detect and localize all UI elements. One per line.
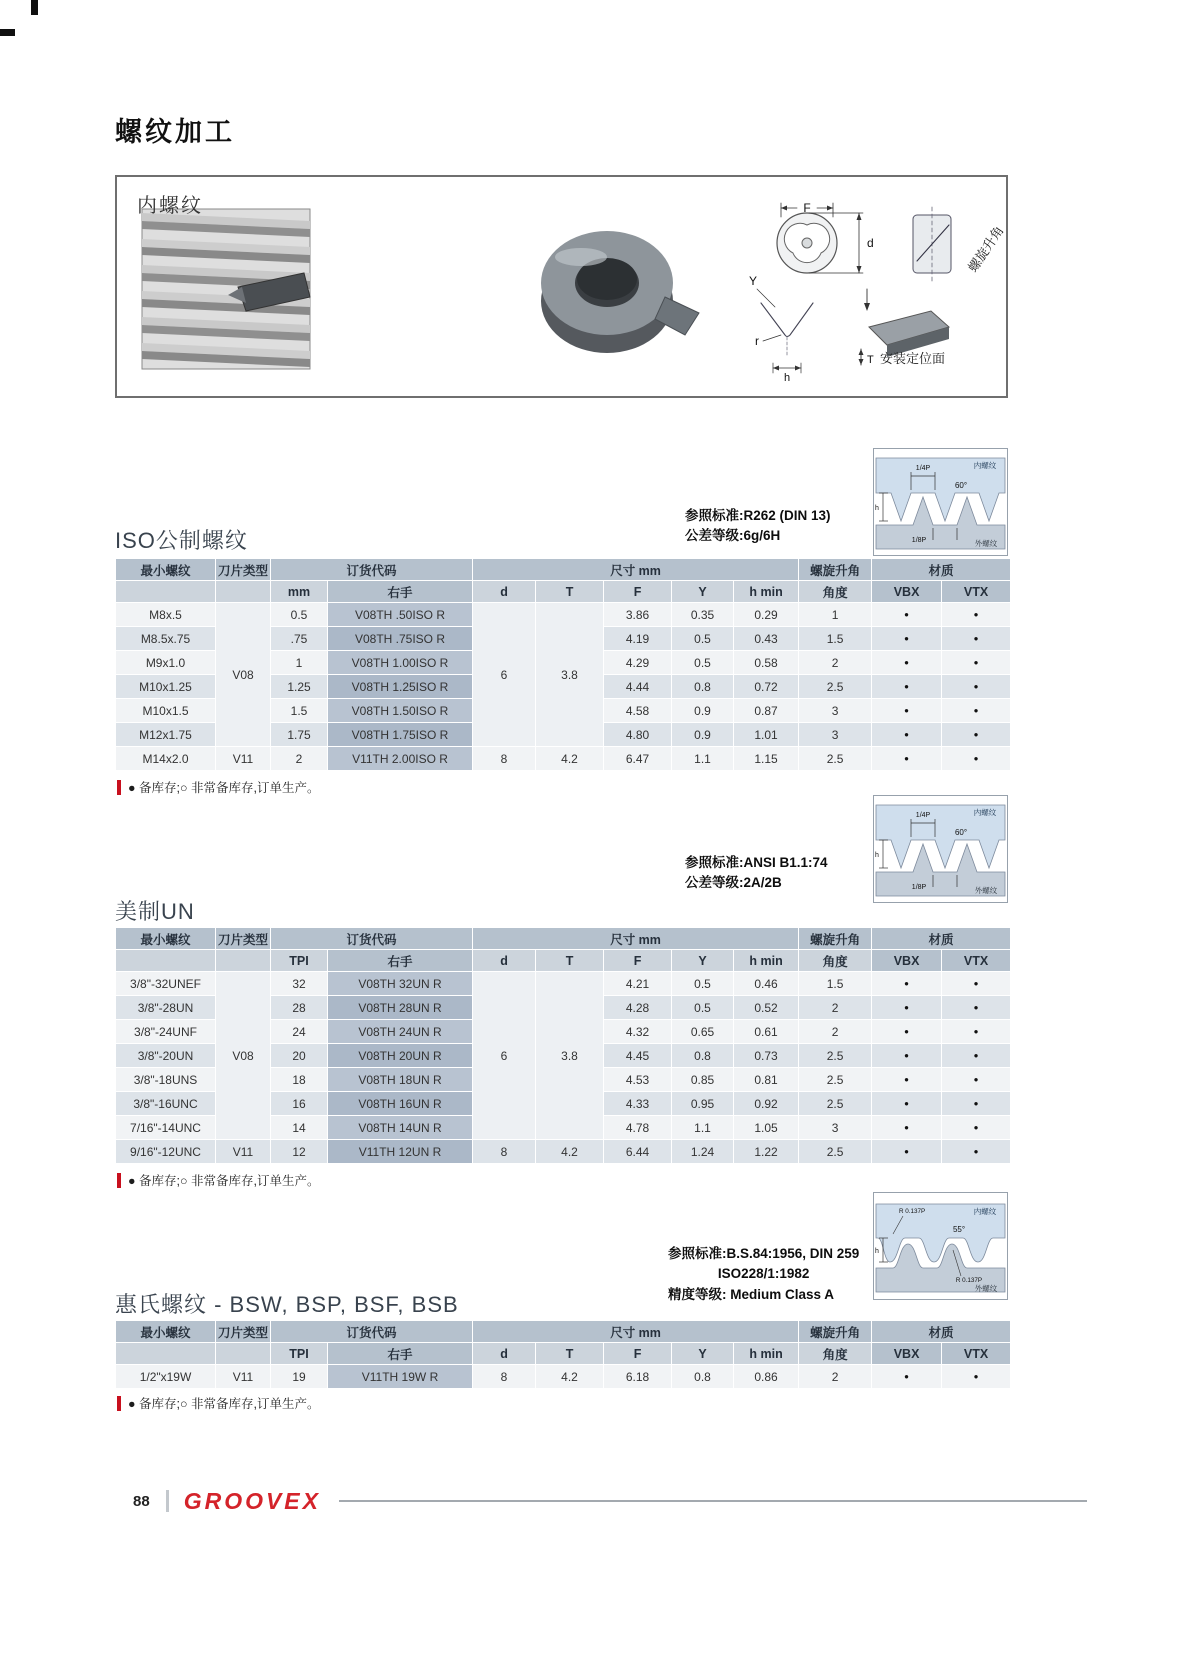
stock-legend [117, 1171, 320, 1189]
cell-vbx: ● [872, 1092, 942, 1116]
cell-F: 4.53 [604, 1068, 672, 1092]
cell-hmin: 0.58 [734, 651, 799, 675]
header-vbx: VBX [872, 1343, 942, 1365]
dim-Y-label: Y [749, 274, 758, 288]
cell-hmin: 0.29 [734, 603, 799, 627]
illustration-title: 内螺纹 [137, 195, 203, 217]
group-header-row [116, 559, 1011, 581]
cell-Y: 0.65 [672, 1020, 734, 1044]
header-Y: Y [672, 950, 734, 972]
cell-code: V08TH 1.75ISO R [328, 723, 473, 747]
cell-hmin: 1.05 [734, 1116, 799, 1140]
header-helix: 螺旋升角 [799, 1321, 872, 1343]
header-insert-type: 刀片类型 [216, 1321, 271, 1343]
cell-vbx: ● [872, 651, 942, 675]
cell-thread: M12x1.75 [116, 723, 216, 747]
red-bar-icon [117, 1396, 121, 1411]
cell-vtx: ● [942, 1020, 1011, 1044]
cell-vbx: ● [872, 627, 942, 651]
cell-vtx: ● [942, 627, 1011, 651]
cell-vbx: ● [872, 699, 942, 723]
header-blank [116, 581, 216, 603]
cell-code: V08TH 20UN R [328, 1044, 473, 1068]
cell-hmin: 0.61 [734, 1020, 799, 1044]
cell-code: V08TH 14UN R [328, 1116, 473, 1140]
cell-vtx: ● [942, 1092, 1011, 1116]
header-blank [216, 950, 271, 972]
sub-header-row [116, 950, 1011, 972]
thread-profile-diagram [873, 1192, 1008, 1300]
print-registration-mark [31, 0, 38, 15]
cell-Y: 0.95 [672, 1092, 734, 1116]
profile-h-label: h [875, 505, 879, 512]
cell-code: V08TH 18UN R [328, 1068, 473, 1092]
cell-angle: 1 [799, 603, 872, 627]
cell-thread: 3/8"-24UNF [116, 1020, 216, 1044]
cell-thread: M8x.5 [116, 603, 216, 627]
helix-angle-label: 螺旋升角 [965, 223, 1006, 275]
table-row [116, 747, 1011, 771]
header-order-code: 订货代码 [271, 1321, 473, 1343]
stock-legend-text: ● 备库存;○ 非常备库存,订单生产。 [128, 1397, 320, 1411]
profile-internal-label: 内螺纹 [973, 1207, 997, 1216]
cell-thread: M9x1.0 [116, 651, 216, 675]
cell-pitch: 2 [271, 747, 328, 771]
ref-tolerance-line: 公差等级:2A/2B [685, 875, 782, 891]
header-min-thread: 最小螺纹 [116, 559, 216, 581]
cell-T: 3.8 [536, 972, 604, 1140]
cell-angle: 1.5 [799, 627, 872, 651]
header-angle: 角度 [799, 581, 872, 603]
header-blank [216, 1343, 271, 1365]
cell-hmin: 0.86 [734, 1365, 799, 1389]
cell-Y: 1.1 [672, 747, 734, 771]
ref-standard-line: 参照标准:R262 (DIN 13) [685, 508, 831, 523]
cell-d: 6 [473, 972, 536, 1140]
ref-standard-line2: ISO228/1:1982 [717, 1266, 810, 1282]
cell-angle: 1.5 [799, 972, 872, 996]
cell-thread: 1/2"x19W [116, 1365, 216, 1389]
cell-pitch: 24 [271, 1020, 328, 1044]
cell-F: 4.45 [604, 1044, 672, 1068]
cell-vbx: ● [872, 675, 942, 699]
cell-code: V08TH 28UN R [328, 996, 473, 1020]
reference-standards [685, 506, 831, 547]
cell-thread: M10x1.5 [116, 699, 216, 723]
cell-pitch: .75 [271, 627, 328, 651]
profile-internal-label: 内螺纹 [973, 808, 997, 817]
cell-F: 4.58 [604, 699, 672, 723]
dim-d-label: d [867, 236, 874, 250]
cell-vbx: ● [872, 972, 942, 996]
section-title: 美制UN [115, 899, 195, 924]
cell-Y: 0.5 [672, 627, 734, 651]
cell-d: 8 [473, 747, 536, 771]
profile-pitch-top-label: 1/4P [915, 465, 931, 472]
cell-vtx: ● [942, 675, 1011, 699]
cell-vbx: ● [872, 1140, 942, 1164]
cell-vtx: ● [942, 996, 1011, 1020]
cell-angle: 2.5 [799, 1044, 872, 1068]
cell-pitch: 14 [271, 1116, 328, 1140]
cell-F: 3.86 [604, 603, 672, 627]
sub-header-row [116, 581, 1011, 603]
header-angle: 角度 [799, 950, 872, 972]
cell-vtx: ● [942, 747, 1011, 771]
cell-angle: 2 [799, 651, 872, 675]
cell-code: V11TH 12UN R [328, 1140, 473, 1164]
cell-angle: 3 [799, 699, 872, 723]
section-whitworth [115, 1192, 1008, 1420]
cell-F: 6.18 [604, 1365, 672, 1389]
header-blank [216, 581, 271, 603]
group-header-row [116, 1321, 1011, 1343]
table-row [116, 1365, 1011, 1389]
footer-rule [339, 1500, 1087, 1502]
header-angle: 角度 [799, 1343, 872, 1365]
cell-vtx: ● [942, 1365, 1011, 1389]
cell-Y: 0.5 [672, 972, 734, 996]
header-insert-type: 刀片类型 [216, 928, 271, 950]
sub-header-row [116, 1343, 1011, 1365]
table-row [116, 603, 1011, 627]
cell-vtx: ● [942, 603, 1011, 627]
whitworth-table [115, 1320, 1011, 1389]
iso-metric-table [115, 558, 1011, 771]
cell-pitch: 20 [271, 1044, 328, 1068]
header-hmin: h min [734, 581, 799, 603]
cell-pitch: 1.25 [271, 675, 328, 699]
cell-T: 4.2 [536, 1365, 604, 1389]
profile-angle-label: 55° [952, 1225, 966, 1234]
cell-pitch: 1.75 [271, 723, 328, 747]
cell-thread: 3/8"-20UN [116, 1044, 216, 1068]
cell-angle: 3 [799, 723, 872, 747]
cell-angle: 2 [799, 1020, 872, 1044]
dim-F-label: F [803, 201, 811, 215]
header-T: T [536, 1343, 604, 1365]
cell-thread: 3/8"-28UN [116, 996, 216, 1020]
dim-T-label: T [867, 354, 874, 366]
mounting-face-label: 安装定位面 [880, 351, 946, 366]
cell-thread: 3/8"-32UNEF [116, 972, 216, 996]
footer-divider [166, 1490, 169, 1512]
header-dimensions: 尺寸 mm [473, 1321, 799, 1343]
header-material: 材质 [872, 559, 1011, 581]
cell-code: V08TH .50ISO R [328, 603, 473, 627]
cell-pitch: 19 [271, 1365, 328, 1389]
cell-d: 8 [473, 1365, 536, 1389]
cell-code: V11TH 19W R [328, 1365, 473, 1389]
cell-vtx: ● [942, 1068, 1011, 1092]
stock-legend [117, 1394, 320, 1412]
header-T: T [536, 950, 604, 972]
header-pitch: TPI [271, 1343, 328, 1365]
cell-thread: 9/16"-12UNC [116, 1140, 216, 1164]
cell-vbx: ● [872, 603, 942, 627]
header-pitch: TPI [271, 950, 328, 972]
header-d: d [473, 1343, 536, 1365]
cell-pitch: 12 [271, 1140, 328, 1164]
cell-pitch: 28 [271, 996, 328, 1020]
header-order-code: 订货代码 [271, 559, 473, 581]
header-vbx: VBX [872, 950, 942, 972]
section-title: 惠氏螺纹 - BSW, BSP, BSF, BSB [115, 1292, 459, 1317]
cell-code: V08TH 24UN R [328, 1020, 473, 1044]
cell-Y: 0.9 [672, 699, 734, 723]
cell-vbx: ● [872, 1365, 942, 1389]
cell-insert: V08 [216, 603, 271, 747]
cell-thread: 3/8"-18UNS [116, 1068, 216, 1092]
cell-F: 4.32 [604, 1020, 672, 1044]
cell-angle: 2.5 [799, 747, 872, 771]
cell-hmin: 0.72 [734, 675, 799, 699]
cell-angle: 2.5 [799, 1092, 872, 1116]
cell-pitch: 32 [271, 972, 328, 996]
cell-Y: 1.24 [672, 1140, 734, 1164]
profile-angle-label: 60° [954, 828, 968, 837]
cell-vbx: ● [872, 1116, 942, 1140]
cell-T: 3.8 [536, 603, 604, 747]
cell-vbx: ● [872, 747, 942, 771]
cell-insert: V11 [216, 747, 271, 771]
cell-angle: 3 [799, 1116, 872, 1140]
cell-insert: V11 [216, 1365, 271, 1389]
cell-Y: 0.35 [672, 603, 734, 627]
cell-hmin: 0.52 [734, 996, 799, 1020]
dim-h-label: h [783, 372, 791, 384]
cell-hmin: 0.92 [734, 1092, 799, 1116]
cell-Y: 0.5 [672, 651, 734, 675]
cell-vtx: ● [942, 1140, 1011, 1164]
table-row [116, 1140, 1011, 1164]
cell-vtx: ● [942, 723, 1011, 747]
cell-vtx: ● [942, 972, 1011, 996]
header-T: T [536, 581, 604, 603]
cell-angle: 2.5 [799, 1140, 872, 1164]
ref-standard-line: 参照标准:B.S.84:1956, DIN 259 [668, 1246, 860, 1261]
header-pitch: mm [271, 581, 328, 603]
header-hmin: h min [734, 1343, 799, 1365]
cell-vtx: ● [942, 699, 1011, 723]
reference-standards [668, 1244, 859, 1305]
header-dimensions: 尺寸 mm [473, 928, 799, 950]
header-blank [116, 950, 216, 972]
american-un-table [115, 927, 1011, 1164]
cell-d: 6 [473, 603, 536, 747]
header-material: 材质 [872, 928, 1011, 950]
header-dimensions: 尺寸 mm [473, 559, 799, 581]
header-vtx: VTX [942, 1343, 1011, 1365]
cell-hmin: 0.73 [734, 1044, 799, 1068]
cell-angle: 2 [799, 996, 872, 1020]
header-vbx: VBX [872, 581, 942, 603]
cell-F: 6.47 [604, 747, 672, 771]
header-helix: 螺旋升角 [799, 928, 872, 950]
cell-pitch: 1 [271, 651, 328, 675]
ref-tolerance-line: 公差等级:6g/6H [685, 528, 781, 544]
profile-h-label: h [875, 1248, 879, 1255]
red-bar-icon [117, 1173, 121, 1188]
cell-F: 6.44 [604, 1140, 672, 1164]
cell-pitch: 0.5 [271, 603, 328, 627]
cell-insert: V08 [216, 972, 271, 1140]
header-vtx: VTX [942, 950, 1011, 972]
cell-thread: M8.5x.75 [116, 627, 216, 651]
cell-angle: 2.5 [799, 675, 872, 699]
profile-external-label: 外螺纹 [974, 1284, 998, 1293]
brand-logo: GROOVEX [183, 1487, 321, 1514]
cell-Y: 0.85 [672, 1068, 734, 1092]
cell-vtx: ● [942, 1044, 1011, 1068]
cell-hmin: 1.01 [734, 723, 799, 747]
group-header-row [116, 928, 1011, 950]
cell-Y: 1.1 [672, 1116, 734, 1140]
dimension-schematics [749, 201, 1006, 384]
header-hand: 右手 [328, 950, 473, 972]
profile-internal-label: 内螺纹 [973, 461, 997, 470]
cell-vbx: ● [872, 723, 942, 747]
header-material: 材质 [872, 1321, 1011, 1343]
section-title: ISO公制螺纹 [115, 528, 248, 553]
cell-Y: 0.5 [672, 996, 734, 1020]
cell-hmin: 0.87 [734, 699, 799, 723]
cell-hmin: 1.15 [734, 747, 799, 771]
cell-angle: 2 [799, 1365, 872, 1389]
cell-thread: 7/16"-14UNC [116, 1116, 216, 1140]
cell-d: 8 [473, 1140, 536, 1164]
cell-T: 4.2 [536, 747, 604, 771]
profile-pitch-bottom-label: R 0.137P [955, 1277, 983, 1284]
cell-thread: M14x2.0 [116, 747, 216, 771]
stock-legend-text: ● 备库存;○ 非常备库存,订单生产。 [128, 781, 320, 795]
cell-F: 4.21 [604, 972, 672, 996]
header-hand: 右手 [328, 581, 473, 603]
stock-legend-text: ● 备库存;○ 非常备库存,订单生产。 [128, 1174, 320, 1188]
ref-standard-line: 参照标准:ANSI B1.1:74 [685, 855, 828, 870]
thread-cutaway-drawing [142, 209, 310, 369]
ref-precision-line: 精度等级: Medium Class A [668, 1286, 835, 1302]
header-F: F [604, 1343, 672, 1365]
cell-angle: 2.5 [799, 1068, 872, 1092]
red-bar-icon [117, 780, 121, 795]
cell-F: 4.29 [604, 651, 672, 675]
header-min-thread: 最小螺纹 [116, 1321, 216, 1343]
header-helix: 螺旋升角 [799, 559, 872, 581]
header-min-thread: 最小螺纹 [116, 928, 216, 950]
header-vtx: VTX [942, 581, 1011, 603]
header-d: d [473, 581, 536, 603]
cell-F: 4.28 [604, 996, 672, 1020]
profile-angle-label: 60° [954, 481, 968, 490]
cell-code: V08TH .75ISO R [328, 627, 473, 651]
header-Y: Y [672, 581, 734, 603]
cell-vtx: ● [942, 1116, 1011, 1140]
header-d: d [473, 950, 536, 972]
cell-code: V08TH 32UN R [328, 972, 473, 996]
cell-thread: 3/8"-16UNC [116, 1092, 216, 1116]
cell-vbx: ● [872, 996, 942, 1020]
cell-pitch: 16 [271, 1092, 328, 1116]
print-registration-mark [0, 29, 15, 36]
cell-insert: V11 [216, 1140, 271, 1164]
cell-hmin: 1.22 [734, 1140, 799, 1164]
illustration-canvas [117, 177, 1006, 396]
cell-thread: M10x1.25 [116, 675, 216, 699]
section-iso-metric [115, 448, 1008, 795]
cell-F: 4.80 [604, 723, 672, 747]
cell-code: V08TH 1.50ISO R [328, 699, 473, 723]
cell-Y: 0.8 [672, 675, 734, 699]
cell-vtx: ● [942, 651, 1011, 675]
cell-code: V11TH 2.00ISO R [328, 747, 473, 771]
cell-T: 4.2 [536, 1140, 604, 1164]
profile-pitch-top-label: R 0.137P [899, 1208, 926, 1215]
profile-external-label: 外螺纹 [974, 539, 998, 548]
profile-pitch-top-label: 1/4P [915, 812, 931, 819]
page-title: 螺纹加工 [115, 117, 235, 147]
internal-thread-illustration-box [115, 175, 1008, 398]
cell-F: 4.19 [604, 627, 672, 651]
stock-legend [117, 778, 320, 796]
cell-hmin: 0.46 [734, 972, 799, 996]
cell-vbx: ● [872, 1068, 942, 1092]
cell-F: 4.33 [604, 1092, 672, 1116]
header-blank [116, 1343, 216, 1365]
table-row [116, 972, 1011, 996]
dim-r-label: r [755, 334, 759, 348]
profile-external-label: 外螺纹 [974, 886, 998, 895]
cell-code: V08TH 1.25ISO R [328, 675, 473, 699]
profile-pitch-bottom-label: 1/8P [911, 537, 927, 544]
cell-pitch: 1.5 [271, 699, 328, 723]
header-F: F [604, 581, 672, 603]
section-american-un [115, 795, 1008, 1190]
header-hmin: h min [734, 950, 799, 972]
profile-pitch-bottom-label: 1/8P [911, 884, 927, 891]
cell-vbx: ● [872, 1044, 942, 1068]
header-hand: 右手 [328, 1343, 473, 1365]
cell-Y: 0.8 [672, 1044, 734, 1068]
page-number: 88 [133, 1492, 150, 1510]
profile-h-label: h [875, 852, 879, 859]
reference-standards [685, 853, 828, 894]
header-F: F [604, 950, 672, 972]
cell-Y: 0.8 [672, 1365, 734, 1389]
cell-hmin: 0.81 [734, 1068, 799, 1092]
page-footer [115, 1486, 1087, 1516]
header-Y: Y [672, 1343, 734, 1365]
cell-code: V08TH 1.00ISO R [328, 651, 473, 675]
cell-F: 4.44 [604, 675, 672, 699]
cell-F: 4.78 [604, 1116, 672, 1140]
header-order-code: 订货代码 [271, 928, 473, 950]
cell-hmin: 0.43 [734, 627, 799, 651]
cell-vbx: ● [872, 1020, 942, 1044]
header-insert-type: 刀片类型 [216, 559, 271, 581]
thread-profile-diagram [873, 448, 1008, 556]
cell-Y: 0.9 [672, 723, 734, 747]
thread-profile-diagram [873, 795, 1008, 903]
cell-code: V08TH 16UN R [328, 1092, 473, 1116]
insert-3d-render [541, 231, 699, 353]
cell-pitch: 18 [271, 1068, 328, 1092]
